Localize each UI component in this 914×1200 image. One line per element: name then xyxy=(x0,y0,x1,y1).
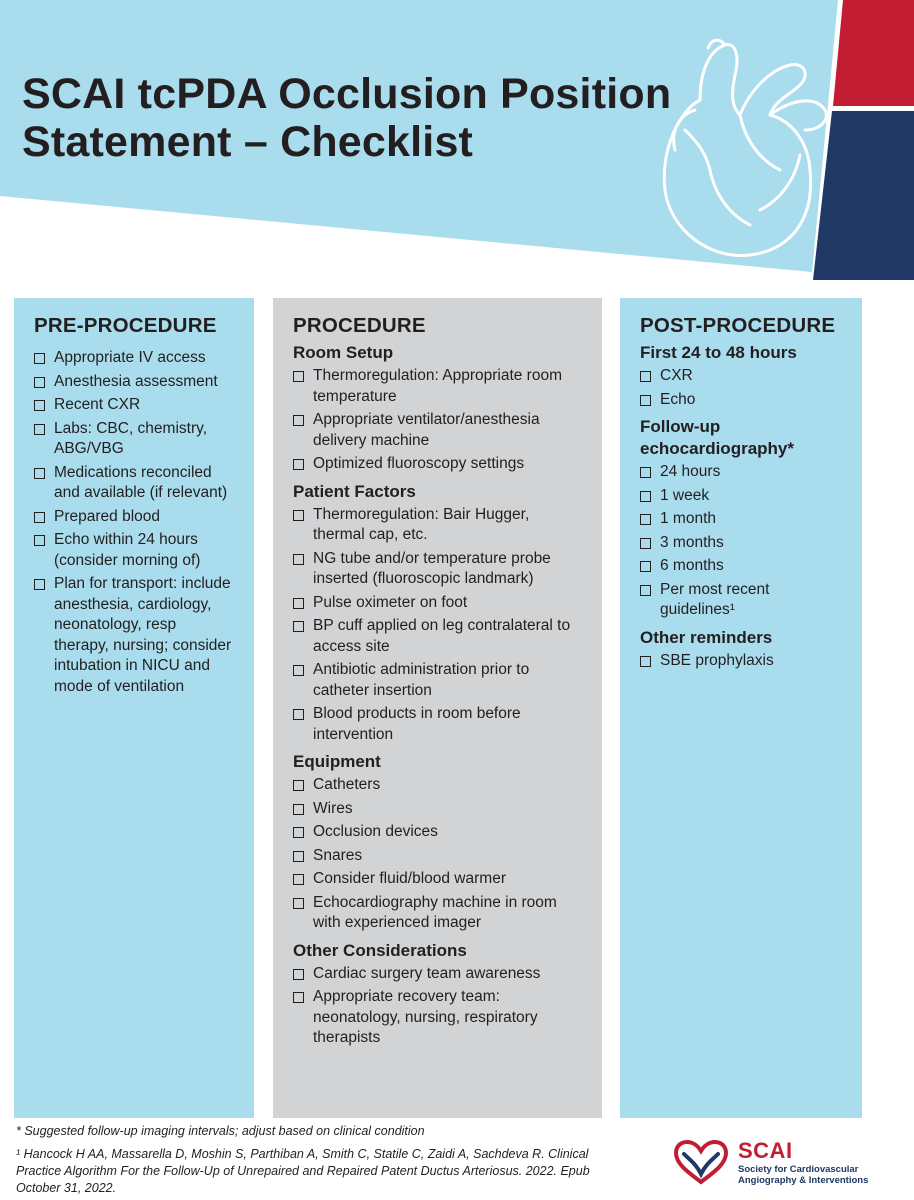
page-title xyxy=(22,70,671,166)
checkbox-icon[interactable] xyxy=(293,371,304,382)
checklist-item[interactable] xyxy=(293,869,582,890)
checkbox-icon[interactable] xyxy=(293,851,304,862)
checkbox-icon[interactable] xyxy=(293,898,304,909)
checkbox-icon[interactable] xyxy=(293,969,304,980)
checklist-item[interactable] xyxy=(293,660,582,701)
post-procedure-column xyxy=(620,298,862,1118)
checklist-item-label: Appropriate ventilator/anesthesia delivery machine xyxy=(313,411,540,449)
checklist-item-label: Medications reconciled and available (if relevant) xyxy=(54,463,228,501)
logo-name: SCAI xyxy=(738,1138,793,1163)
first-24-48-checklist xyxy=(640,366,842,410)
checklist-item-label: Echo within 24 hours (consider morning of) xyxy=(54,531,201,569)
other-reminders-heading: Other reminders xyxy=(640,627,773,647)
follow-up-echo-checklist xyxy=(640,462,842,621)
checklist-item[interactable] xyxy=(640,556,842,577)
checkbox-icon[interactable] xyxy=(293,621,304,632)
checklist-item[interactable] xyxy=(640,580,842,621)
checklist-item[interactable] xyxy=(293,454,582,475)
post-procedure-title: POST-PROCEDURE xyxy=(640,314,836,337)
footnote-reference: ¹ Hancock H AA, Massarella D, Moshin S, Parthiban A, Smith C, Statile C, Zaidi A, Sachdeva R. Clinical Practice Algorithm For the Follow-Up of Unrepaired and Repaired Patent Ductus Arteriosus. 2022. Epub October 31, 2022. xyxy=(16,1147,590,1195)
checklist-item[interactable] xyxy=(640,462,842,483)
checklist-item-label: Wires xyxy=(313,799,353,817)
checklist-item-label: BP cuff applied on leg contralateral to access site xyxy=(313,617,571,655)
checklist-item[interactable] xyxy=(34,348,234,369)
checklist-item[interactable] xyxy=(34,507,234,528)
checkbox-icon[interactable] xyxy=(293,459,304,470)
checklist-item-label: Thermoregulation: Bair Hugger, thermal cap, etc. xyxy=(313,505,530,543)
checkbox-icon[interactable] xyxy=(293,874,304,885)
checklist-item[interactable] xyxy=(293,410,582,451)
checkbox-icon[interactable] xyxy=(34,400,45,411)
checklist-item[interactable] xyxy=(293,893,582,934)
checklist-item-label: 24 hours xyxy=(660,463,721,480)
checklist-item[interactable] xyxy=(293,593,582,614)
room-setup-checklist xyxy=(293,366,582,475)
checklist-item[interactable] xyxy=(34,574,234,697)
checklist-item-label: Optimized fluoroscopy settings xyxy=(313,455,525,472)
checkbox-icon[interactable] xyxy=(640,371,651,382)
checklist-item-label: 1 month xyxy=(660,510,717,527)
checkbox-icon[interactable] xyxy=(640,538,651,549)
checklist-item[interactable] xyxy=(293,704,582,745)
checkbox-icon[interactable] xyxy=(34,377,45,388)
checklist-item[interactable] xyxy=(640,533,842,554)
checkbox-icon[interactable] xyxy=(640,467,651,478)
checkbox-icon[interactable] xyxy=(293,780,304,791)
checklist-item[interactable] xyxy=(293,775,582,796)
checkbox-icon[interactable] xyxy=(293,598,304,609)
checkbox-icon[interactable] xyxy=(293,804,304,815)
procedure-title: PROCEDURE xyxy=(293,314,426,337)
checklist-item[interactable] xyxy=(293,799,582,820)
checkbox-icon[interactable] xyxy=(34,535,45,546)
checklist-item-label: NG tube and/or temperature probe inserted (fluoroscopic landmark) xyxy=(313,549,551,587)
checklist-item-label: CXR xyxy=(660,367,693,384)
checkbox-icon[interactable] xyxy=(640,491,651,502)
checklist-item[interactable] xyxy=(640,390,842,411)
checkbox-icon[interactable] xyxy=(293,709,304,720)
checklist-item[interactable] xyxy=(34,372,234,393)
checklist-item-label: Consider fluid/blood warmer xyxy=(313,870,506,887)
checklist-item-label: 6 months xyxy=(660,557,724,574)
checkbox-icon[interactable] xyxy=(640,656,651,667)
logo-subtitle xyxy=(738,1164,868,1186)
checklist-item-label: Appropriate IV access xyxy=(54,349,206,366)
checklist-item-label: SBE prophylaxis xyxy=(660,651,774,669)
checklist-item[interactable] xyxy=(293,505,582,546)
checklist-item-label: Cardiac surgery team awareness xyxy=(313,964,541,982)
checklist-item-label: 1 week xyxy=(660,486,710,504)
checklist-item-label: Echocardiography machine in room with experienced imager xyxy=(313,893,557,931)
checkbox-icon[interactable] xyxy=(293,510,304,521)
checklist-item-label: Echo xyxy=(660,390,696,408)
other-reminders-checklist xyxy=(640,651,842,672)
first-24-48-heading: First 24 to 48 hours xyxy=(640,343,797,362)
checkbox-icon[interactable] xyxy=(34,468,45,479)
logo-subtitle-line-2: Angiography & Interventions xyxy=(738,1175,869,1186)
checklist-item[interactable] xyxy=(293,964,582,985)
checklist-item-label: Prepared blood xyxy=(54,507,160,525)
checklist-item[interactable] xyxy=(293,846,582,867)
checkbox-icon[interactable] xyxy=(293,827,304,838)
header-red-block xyxy=(833,0,914,106)
other-considerations-heading: Other Considerations xyxy=(293,940,467,960)
checklist-item[interactable] xyxy=(640,366,842,387)
checklist-item-label: Plan for transport: include anesthesia, cardiology, neonatology, resp therapy, nursing; consider intubation in NICU and mode of ventilation xyxy=(54,575,232,695)
checkbox-icon[interactable] xyxy=(34,353,45,364)
logo-subtitle-line-1: Society for Cardiovascular xyxy=(738,1164,859,1175)
checkbox-icon[interactable] xyxy=(640,585,651,596)
patient-factors-checklist xyxy=(293,505,582,746)
checkbox-icon[interactable] xyxy=(640,395,651,406)
checklist-item-label: Labs: CBC, chemistry, ABG/VBG xyxy=(54,419,208,457)
checklist-item[interactable] xyxy=(640,509,842,530)
procedure-column xyxy=(273,298,602,1118)
footnote-asterisk: * Suggested follow-up imaging intervals; adjust based on clinical condition xyxy=(16,1124,425,1138)
checklist-item[interactable] xyxy=(293,987,582,1049)
follow-up-echo-heading: Follow-up echocardiography* xyxy=(640,417,794,458)
checklist-item-label: Recent CXR xyxy=(54,396,141,413)
checklist-item[interactable] xyxy=(34,463,234,504)
checklist-item[interactable] xyxy=(640,651,842,672)
checklist-item-label: Appropriate recovery team: neonatology, nursing, respiratory therapists xyxy=(313,988,538,1046)
checklist-item[interactable] xyxy=(34,419,234,460)
equipment-heading: Equipment xyxy=(293,752,381,771)
checklist-item[interactable] xyxy=(293,822,582,843)
checkbox-icon[interactable] xyxy=(34,512,45,523)
checklist-item-label: Pulse oximeter on foot xyxy=(313,593,468,611)
scai-heart-logo-icon xyxy=(670,1138,732,1186)
title-line-2: Statement – Checklist xyxy=(22,118,474,166)
checklist-item[interactable] xyxy=(640,486,842,507)
checklist-item[interactable] xyxy=(293,616,582,657)
checklist-item[interactable] xyxy=(293,366,582,407)
checkbox-icon[interactable] xyxy=(293,992,304,1003)
checkbox-icon[interactable] xyxy=(293,415,304,426)
pre-procedure-title: PRE-PROCEDURE xyxy=(34,314,217,337)
checklist-item-label: Snares xyxy=(313,846,363,864)
pre-procedure-checklist xyxy=(34,348,234,697)
pre-procedure-column xyxy=(14,298,254,1118)
checkbox-icon[interactable] xyxy=(640,561,651,572)
checklist-item[interactable] xyxy=(34,395,234,416)
checklist-item-label: Occlusion devices xyxy=(313,823,438,840)
checklist-item[interactable] xyxy=(34,530,234,571)
checkbox-icon[interactable] xyxy=(34,579,45,590)
scai-logo xyxy=(670,1138,900,1188)
checklist-item[interactable] xyxy=(293,549,582,590)
checklist-item-label: Antibiotic administration prior to catheter insertion xyxy=(313,661,530,699)
other-considerations-checklist xyxy=(293,964,582,1049)
patient-factors-heading: Patient Factors xyxy=(293,481,416,501)
checklist-item-label: 3 months xyxy=(660,533,724,551)
title-line-1: SCAI tcPDA Occlusion Position xyxy=(22,70,672,118)
checklist-item-label: Per most recent guidelines¹ xyxy=(660,580,770,618)
checkbox-icon[interactable] xyxy=(293,665,304,676)
checklist-item-label: Catheters xyxy=(313,776,381,793)
equipment-checklist xyxy=(293,775,582,934)
checkbox-icon[interactable] xyxy=(640,514,651,525)
checklist-item-label: Blood products in room before intervention xyxy=(313,705,521,743)
room-setup-heading: Room Setup xyxy=(293,343,394,362)
checklist-item-label: Anesthesia assessment xyxy=(54,372,218,390)
checklist-item-label: Thermoregulation: Appropriate room temperature xyxy=(313,367,562,405)
checkbox-icon[interactable] xyxy=(34,424,45,435)
checkbox-icon[interactable] xyxy=(293,554,304,565)
